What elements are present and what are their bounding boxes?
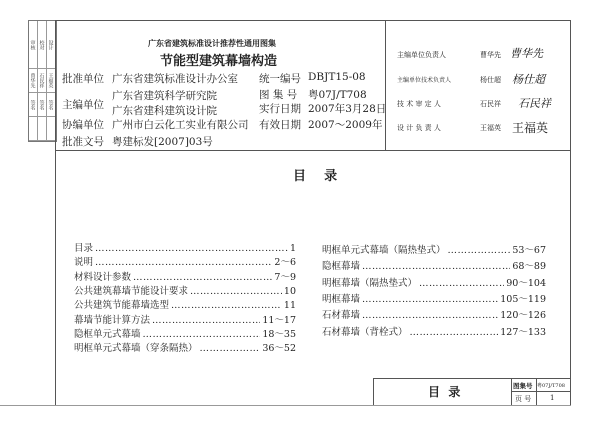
value: 粤07J/T708 [308,89,367,101]
sig-name: 石民祥 [480,100,501,108]
leader-dots [448,245,511,256]
sig-role: 技 术 审 定 人 [397,100,441,108]
leader-dots [133,272,272,283]
title-block-name: 目 录 [428,385,461,399]
frame-left [55,20,56,405]
strip-cell: 签名 [38,93,47,117]
toc-entry[interactable] [322,324,546,338]
value: 2007年3月28日 [308,103,387,115]
label: 实行日期 [259,103,301,115]
toc-entry-pages: 11 [283,300,296,312]
leader-dots [152,315,260,326]
strip-cell: 设计 [47,21,56,69]
strip-cell: 曾华先 [29,69,38,93]
toc-entry[interactable] [74,283,296,297]
toc-entry[interactable] [74,312,296,326]
toc-entry[interactable] [74,240,296,254]
toc-entry-title: 说明 [74,257,94,269]
strip-cell: 王福英 [47,69,56,93]
toc-entry-pages: 127～133 [500,326,546,338]
toc-entry-pages: 10 [283,285,296,297]
toc-entry-title: 明框幕墙 [322,293,361,305]
strip-cell: 签名 [29,93,38,117]
sig-role: 设 计 负 责 人 [397,124,441,132]
handwritten-signature: 杨仕超 [512,73,545,86]
value: 广东省建筑标准设计办公室 [112,73,238,85]
title-block-left [373,378,374,405]
toc-entry-pages: 36～52 [262,343,296,355]
page-value: 1 [550,394,555,402]
sig-role: 主编单位技术负责人 [397,77,452,84]
strip-cell: 石民祥 [38,69,47,93]
header-divider [55,150,570,151]
handwritten-signature: 王福英 [512,121,549,135]
toc-entry[interactable] [322,275,546,289]
toc-entry-title: 隐框单元式幕墙 [74,328,141,340]
document-title: 节能型建筑幕墙构造 [160,54,278,69]
toc-entry[interactable] [74,340,296,354]
toc-entry[interactable] [322,291,546,305]
toc-entry-title: 石材幕墙（背栓式） [322,326,408,338]
value: 广州市白云化工实业有限公司 [112,119,249,131]
toc-heading: 目 录 [293,169,338,184]
toc-entry[interactable] [322,242,546,256]
toc-entry-pages: 7～9 [274,271,296,283]
leader-dots [362,310,498,321]
toc-entry-pages: 105～119 [500,293,546,305]
sig-role: 主编单位负责人 [397,51,446,59]
label: 统一编号 [259,73,301,85]
frame-top [55,20,570,21]
toc-entry-pages: 1 [289,243,296,254]
toc-entry-pages: 68～89 [512,261,546,273]
sig-name: 曹华先 [480,51,501,59]
toc-entry[interactable] [74,326,296,340]
strip-cell: 校对 [38,21,47,69]
leader-dots [362,294,498,305]
frame-right [570,20,571,405]
toc-entry[interactable] [322,258,546,272]
sig-name: 杨仕超 [480,76,501,84]
toc-entry[interactable] [74,269,296,283]
atlas-label: 图集号 [513,382,533,390]
leader-dots [171,300,282,311]
page-label: 页 号 [515,395,532,403]
toc-entry-pages: 120～126 [500,310,546,322]
value: DBJT15-08 [308,71,366,83]
toc-entry-title: 材料设计参数 [74,271,132,283]
toc-entry-title: 幕墙节能计算方法 [74,314,151,326]
leader-dots [190,286,282,297]
toc-entry[interactable] [74,254,296,268]
value: 广东省建筑科学研究院 [112,90,217,102]
label: 主编单位 [62,99,104,111]
value: 2007～2009年 [308,119,383,131]
label: 批准单位 [62,73,104,85]
toc-entry-title: 目录 [74,243,94,254]
toc-entry-pages: 18～35 [262,328,296,340]
toc-entry-title: 隐框幕墙 [322,261,361,273]
label: 有效日期 [259,119,301,131]
toc-entry[interactable] [74,297,296,311]
toc-entry-pages: 11～17 [262,314,296,326]
value: 粤建标发[2007]03号 [112,136,213,148]
series-subtitle: 广东省建筑标准设计推荐性通用图集 [148,38,276,48]
handwritten-signature: 曹华先 [510,47,543,60]
leader-dots [200,343,261,354]
toc-entry-pages: 90～104 [506,277,546,289]
value: 广东省建科建筑设计院 [112,105,217,117]
strip-cell: 审核 [29,21,38,69]
toc-entry-title: 明框单元式幕墙（穿条隔热） [74,343,198,355]
label: 图 集 号 [259,89,298,101]
toc-entry-pages: 53～67 [512,245,546,256]
label: 批准文号 [62,136,104,148]
toc-entry-pages: 2～6 [274,257,296,269]
toc-entry-title: 明框幕墙（隔热垫式） [322,277,418,289]
title-block-row-divider [511,391,570,392]
toc-entry-title: 明框单元式幕墙（隔热垫式） [322,245,446,256]
leader-dots [95,257,272,268]
strip-cell: 签名 [47,93,56,117]
toc-entry-title: 公共建筑幕墙节能设计要求 [74,285,189,297]
toc-entry-title: 公共建筑节能幕墙选型 [74,300,170,312]
title-block-top [373,378,570,379]
leader-dots [410,327,499,338]
toc-entry-title: 石材幕墙 [322,310,361,322]
margin-signature-strip [28,20,57,142]
leader-dots [95,243,288,254]
atlas-value: 粤07J/T708 [537,383,565,389]
label: 协编单位 [62,119,104,131]
leader-dots [143,329,261,340]
leader-dots [419,278,504,289]
sig-name: 王福英 [480,124,501,132]
toc-entry[interactable] [322,307,546,321]
signature-divider [385,20,386,150]
leader-dots [362,261,510,272]
handwritten-signature: 石民祥 [518,97,551,110]
frame-bottom [0,405,571,406]
